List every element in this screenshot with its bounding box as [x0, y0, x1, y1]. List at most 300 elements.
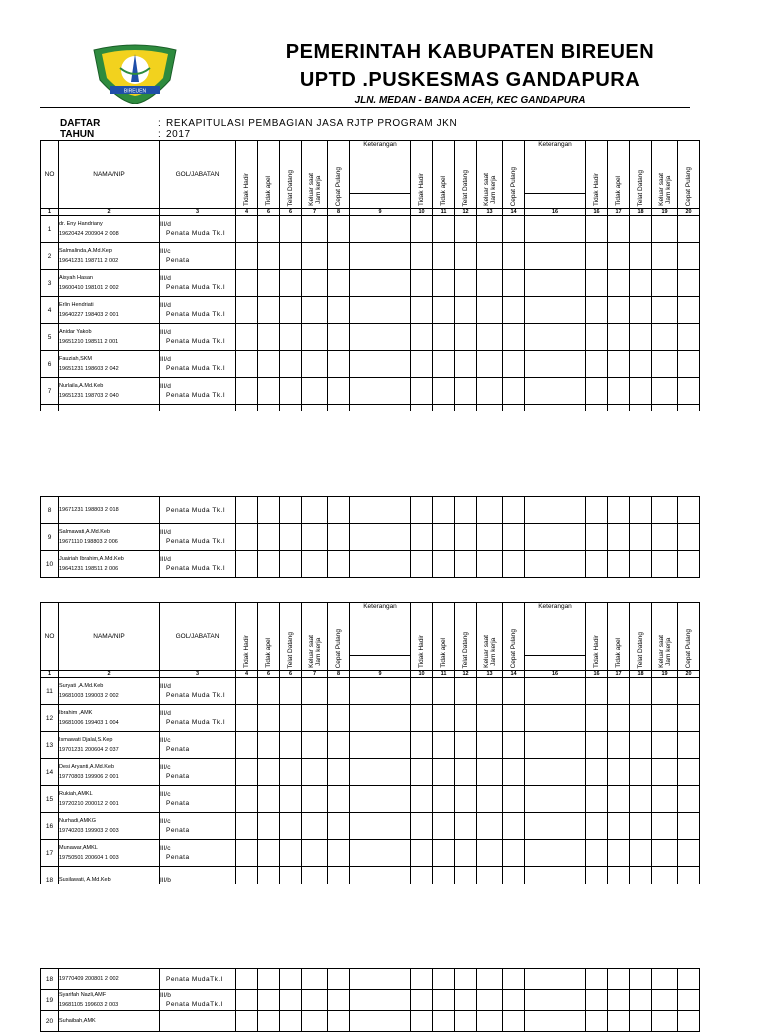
attendance-cell: [280, 324, 302, 351]
rank: III/d: [160, 556, 171, 563]
attendance-table-1-cont: [40, 496, 700, 578]
attendance-cell: [328, 759, 350, 786]
column-number: 6: [258, 671, 280, 678]
position: Penata Muda Tk.I: [166, 338, 226, 345]
attendance-cell: [652, 813, 678, 840]
position: Penata: [166, 773, 190, 780]
position: Penata Muda Tk.I: [166, 692, 226, 699]
col-tidak-apel: Tidak apel: [433, 603, 455, 671]
column-number: 9: [350, 671, 411, 678]
column-number: 6: [258, 209, 280, 216]
row-number: 20: [41, 1011, 59, 1032]
attendance-cell: [258, 705, 280, 732]
attendance-cell: [586, 1011, 608, 1032]
col-telat-datang: Telat Datang: [280, 141, 302, 209]
daftar-value: REKAPITULASI PEMBAGIAN JASA RJTP PROGRAM JKN: [166, 118, 458, 129]
column-number-row: [41, 209, 700, 216]
attendance-cell: [630, 813, 652, 840]
attendance-cell: [411, 524, 433, 551]
name-nip-cell: [59, 678, 160, 705]
row-number: 16: [41, 813, 59, 840]
attendance-cell: [630, 705, 652, 732]
employee-name: Rukiah,AMKL: [59, 791, 93, 797]
header-divider: [40, 107, 690, 108]
column-number: 17: [608, 209, 630, 216]
attendance-cell: [433, 786, 455, 813]
attendance-cell: [280, 705, 302, 732]
employee-name: Syarifah Nazli,AMF: [59, 992, 107, 998]
attendance-cell: [503, 840, 525, 867]
attendance-cell: [525, 678, 586, 705]
attendance-cell: [350, 216, 411, 243]
employee-name: Susilawati, A.Md.Keb: [59, 877, 111, 883]
attendance-cell: [586, 297, 608, 324]
attendance-cell: [455, 786, 477, 813]
attendance-cell: [258, 840, 280, 867]
attendance-cell: [258, 813, 280, 840]
attendance-table-1: [40, 140, 700, 432]
attendance-cell: [236, 551, 258, 578]
column-number: 19: [652, 671, 678, 678]
gol-jabatan-cell: [160, 1011, 236, 1032]
attendance-cell: [652, 216, 678, 243]
attendance-cell: [586, 759, 608, 786]
col-keluar-jam-kerja: Keluar saat Jam kerja: [652, 603, 678, 671]
attendance-cell: [503, 216, 525, 243]
row-number: 12: [41, 705, 59, 732]
attendance-cell: [678, 270, 700, 297]
column-number: 1: [41, 209, 59, 216]
position: Penata Muda Tk.I: [166, 565, 226, 572]
position: Penata Muda Tk.I: [166, 392, 226, 399]
attendance-cell: [411, 732, 433, 759]
attendance-cell: [280, 297, 302, 324]
attendance-cell: [302, 351, 328, 378]
attendance-cell: [477, 378, 503, 405]
attendance-cell: [503, 969, 525, 990]
attendance-cell: [525, 990, 586, 1011]
attendance-cell: [302, 270, 328, 297]
attendance-cell: [236, 378, 258, 405]
attendance-cell: [630, 243, 652, 270]
table-row: [41, 813, 700, 840]
table-row: [41, 990, 700, 1011]
row-number: 19: [41, 990, 59, 1011]
name-nip-cell: [59, 813, 160, 840]
column-number: 16: [586, 209, 608, 216]
attendance-cell: [525, 324, 586, 351]
attendance-cell: [280, 1011, 302, 1032]
col-cepat-pulang: Cepat Pulang: [678, 141, 700, 209]
attendance-cell: [630, 840, 652, 867]
column-number: 4: [236, 671, 258, 678]
attendance-cell: [678, 351, 700, 378]
employee-name: Desi Aryanti,A.Md.Keb: [59, 764, 115, 770]
attendance-cell: [477, 497, 503, 524]
name-nip-cell: [59, 759, 160, 786]
attendance-cell: [411, 324, 433, 351]
attendance-cell: [608, 678, 630, 705]
attendance-cell: [236, 840, 258, 867]
row-number: 17: [41, 840, 59, 867]
name-nip-cell: [59, 840, 160, 867]
attendance-cell: [302, 678, 328, 705]
column-number: 4: [236, 209, 258, 216]
col-telat-datang: Telat Datang: [630, 603, 652, 671]
attendance-cell: [652, 732, 678, 759]
attendance-cell: [503, 297, 525, 324]
column-number: 6: [280, 209, 302, 216]
attendance-cell: [236, 297, 258, 324]
attendance-cell: [525, 1011, 586, 1032]
attendance-cell: [652, 786, 678, 813]
column-number: 12: [455, 671, 477, 678]
column-number: 17: [608, 671, 630, 678]
row-number: 7: [41, 378, 59, 405]
keterangan-sub: [350, 656, 411, 671]
rank: III/d: [160, 275, 171, 282]
attendance-cell: [280, 813, 302, 840]
attendance-cell: [280, 243, 302, 270]
attendance-cell: [477, 297, 503, 324]
attendance-cell: [630, 759, 652, 786]
name-nip-cell: [59, 324, 160, 351]
table-row: [41, 270, 700, 297]
attendance-cell: [258, 497, 280, 524]
attendance-cell: [302, 732, 328, 759]
attendance-cell: [652, 705, 678, 732]
attendance-cell: [236, 759, 258, 786]
col-gol: GOL/JABATAN: [160, 141, 236, 209]
attendance-cell: [328, 678, 350, 705]
name-nip-cell: [59, 270, 160, 297]
attendance-cell: [411, 759, 433, 786]
attendance-cell: [328, 551, 350, 578]
employee-nip: 19770409 200801 2 002: [59, 976, 119, 982]
attendance-cell: [280, 351, 302, 378]
attendance-cell: [411, 216, 433, 243]
position: Penata: [166, 800, 190, 807]
attendance-cell: [280, 378, 302, 405]
attendance-cell: [411, 551, 433, 578]
position: Penata Muda Tk.I: [166, 719, 226, 726]
row-number: 6: [41, 351, 59, 378]
attendance-cell: [455, 351, 477, 378]
tahun-label: TAHUN: [60, 129, 95, 140]
attendance-cell: [477, 324, 503, 351]
col-tidak-apel: Tidak apel: [258, 603, 280, 671]
attendance-cell: [302, 969, 328, 990]
rank: III/d: [160, 683, 171, 690]
attendance-cell: [678, 759, 700, 786]
attendance-cell: [477, 990, 503, 1011]
name-nip-cell: [59, 705, 160, 732]
attendance-cell: [411, 270, 433, 297]
attendance-cell: [433, 351, 455, 378]
col-gol: GOL/JABATAN: [160, 603, 236, 671]
employee-nip: 19641231 198511 2 006: [59, 566, 119, 572]
col-tidak-hadir: Tidak Hadir: [236, 141, 258, 209]
attendance-cell: [503, 1011, 525, 1032]
attendance-cell: [586, 732, 608, 759]
attendance-cell: [525, 351, 586, 378]
column-number: 2: [59, 209, 160, 216]
col-tidak-hadir: Tidak Hadir: [411, 603, 433, 671]
employee-name: Suhaibah,AMK: [59, 1018, 96, 1024]
column-number: 16: [525, 209, 586, 216]
attendance-cell: [608, 270, 630, 297]
attendance-cell: [350, 524, 411, 551]
attendance-cell: [630, 551, 652, 578]
gol-jabatan-cell: [160, 551, 236, 578]
attendance-cell: [678, 216, 700, 243]
attendance-cell: [328, 786, 350, 813]
attendance-cell: [411, 297, 433, 324]
col-keterangan: Keterangan: [525, 141, 586, 194]
attendance-cell: [455, 705, 477, 732]
attendance-cell: [503, 524, 525, 551]
row-number: 10: [41, 551, 59, 578]
position: Penata Muda Tk.I: [166, 230, 226, 237]
employee-nip: 19720210 200012 2 001: [59, 801, 119, 807]
attendance-cell: [411, 786, 433, 813]
attendance-cell: [455, 216, 477, 243]
gol-jabatan-cell: [160, 270, 236, 297]
position: Penata: [166, 827, 190, 834]
attendance-cell: [433, 969, 455, 990]
attendance-cell: [678, 551, 700, 578]
attendance-cell: [608, 840, 630, 867]
attendance-cell: [652, 524, 678, 551]
col-cepat-pulang: Cepat Pulang: [503, 603, 525, 671]
attendance-cell: [258, 216, 280, 243]
attendance-cell: [608, 1011, 630, 1032]
attendance-cell: [608, 969, 630, 990]
attendance-cell: [477, 786, 503, 813]
attendance-cell: [678, 497, 700, 524]
attendance-cell: [586, 678, 608, 705]
attendance-cell: [350, 324, 411, 351]
attendance-cell: [525, 297, 586, 324]
attendance-cell: [586, 497, 608, 524]
employee-nip: 19620424 200904 2 008: [59, 231, 119, 237]
row-number: 11: [41, 678, 59, 705]
employee-nip: 19681006 199403 1 004: [59, 720, 119, 726]
attendance-cell: [302, 243, 328, 270]
row-number: 8: [41, 497, 59, 524]
keterangan-sub: [525, 656, 586, 671]
attendance-cell: [678, 732, 700, 759]
col-keluar-jam-kerja: Keluar saat Jam kerja: [302, 141, 328, 209]
table-row: [41, 524, 700, 551]
attendance-cell: [236, 678, 258, 705]
attendance-cell: [280, 732, 302, 759]
attendance-cell: [678, 813, 700, 840]
attendance-cell: [350, 270, 411, 297]
attendance-cell: [608, 297, 630, 324]
attendance-cell: [302, 1011, 328, 1032]
attendance-table-2: [40, 602, 700, 894]
attendance-cell: [236, 524, 258, 551]
column-number: 16: [525, 671, 586, 678]
attendance-cell: [328, 351, 350, 378]
rank: III/d: [160, 529, 171, 536]
attendance-cell: [630, 324, 652, 351]
column-number: 18: [630, 671, 652, 678]
table-row: [41, 1011, 700, 1032]
column-number: 16: [586, 671, 608, 678]
table-row: [41, 786, 700, 813]
column-number: 9: [350, 209, 411, 216]
employee-name: Salmawati,A.Md.Keb: [59, 529, 111, 535]
attendance-cell: [630, 216, 652, 243]
attendance-cell: [630, 524, 652, 551]
name-nip-cell: [59, 378, 160, 405]
column-number: 14: [503, 209, 525, 216]
attendance-cell: [302, 759, 328, 786]
row-number: 2: [41, 243, 59, 270]
attendance-cell: [678, 243, 700, 270]
attendance-cell: [328, 732, 350, 759]
attendance-cell: [455, 759, 477, 786]
attendance-cell: [236, 990, 258, 1011]
attendance-cell: [586, 813, 608, 840]
employee-nip: 19651231 198703 2 040: [59, 393, 119, 399]
attendance-cell: [652, 759, 678, 786]
table-row: [41, 297, 700, 324]
attendance-cell: [411, 497, 433, 524]
attendance-cell: [652, 351, 678, 378]
attendance-cell: [525, 524, 586, 551]
attendance-cell: [280, 969, 302, 990]
attendance-cell: [630, 270, 652, 297]
attendance-cell: [652, 969, 678, 990]
attendance-cell: [258, 678, 280, 705]
attendance-cell: [455, 497, 477, 524]
name-nip-cell: [59, 297, 160, 324]
attendance-cell: [455, 270, 477, 297]
rank: III/c: [160, 764, 171, 771]
attendance-cell: [433, 551, 455, 578]
rank: III/c: [160, 818, 171, 825]
row-number: 5: [41, 324, 59, 351]
attendance-cell: [411, 990, 433, 1011]
attendance-cell: [630, 678, 652, 705]
attendance-cell: [350, 297, 411, 324]
attendance-cell: [280, 497, 302, 524]
attendance-cell: [525, 813, 586, 840]
attendance-cell: [678, 990, 700, 1011]
tahun-separator: :: [158, 129, 161, 140]
row-number: 4: [41, 297, 59, 324]
position: Penata Muda Tk.I: [166, 311, 226, 318]
col-keluar-jam-kerja: Keluar saat Jam kerja: [477, 141, 503, 209]
attendance-cell: [328, 243, 350, 270]
attendance-cell: [258, 1011, 280, 1032]
attendance-cell: [455, 378, 477, 405]
attendance-cell: [302, 990, 328, 1011]
name-nip-cell: [59, 497, 160, 524]
table-row: [41, 551, 700, 578]
attendance-cell: [586, 990, 608, 1011]
employee-name: Ismawati Djalal,S.Kep: [59, 737, 113, 743]
attendance-cell: [411, 378, 433, 405]
employee-nip: 19750501 200604 1 003: [59, 855, 119, 861]
attendance-cell: [586, 705, 608, 732]
attendance-cell: [586, 270, 608, 297]
attendance-cell: [328, 813, 350, 840]
attendance-cell: [302, 705, 328, 732]
attendance-cell: [678, 969, 700, 990]
attendance-cell: [280, 678, 302, 705]
employee-name: Nurhadi,AMKG: [59, 818, 96, 824]
gol-jabatan-cell: [160, 524, 236, 551]
attendance-cell: [678, 324, 700, 351]
attendance-cell: [503, 351, 525, 378]
column-number: 12: [455, 209, 477, 216]
attendance-cell: [678, 678, 700, 705]
col-cepat-pulang: Cepat Pulang: [328, 141, 350, 209]
attendance-cell: [258, 759, 280, 786]
column-number: 8: [328, 671, 350, 678]
attendance-cell: [411, 678, 433, 705]
gol-jabatan-cell: [160, 786, 236, 813]
attendance-cell: [433, 813, 455, 840]
rank: III/c: [160, 248, 171, 255]
attendance-cell: [302, 216, 328, 243]
attendance-cell: [258, 551, 280, 578]
attendance-cell: [280, 786, 302, 813]
attendance-cell: [350, 840, 411, 867]
attendance-cell: [525, 551, 586, 578]
col-tidak-hadir: Tidak Hadir: [411, 141, 433, 209]
attendance-cell: [586, 351, 608, 378]
attendance-cell: [652, 840, 678, 867]
col-keluar-jam-kerja: Keluar saat Jam kerja: [477, 603, 503, 671]
employee-name: Fauziah,SKM: [59, 356, 93, 362]
position: Penata Muda Tk.I: [166, 284, 226, 291]
attendance-cell: [455, 840, 477, 867]
column-number: 3: [160, 209, 236, 216]
attendance-cell: [608, 243, 630, 270]
column-number: 3: [160, 671, 236, 678]
row-number: 18: [41, 867, 59, 894]
attendance-cell: [411, 969, 433, 990]
attendance-cell: [328, 378, 350, 405]
attendance-cell: [525, 732, 586, 759]
attendance-cell: [350, 990, 411, 1011]
attendance-cell: [236, 1011, 258, 1032]
attendance-cell: [258, 786, 280, 813]
name-nip-cell: [59, 990, 160, 1011]
attendance-cell: [411, 243, 433, 270]
employee-nip: 19770803 199906 2 001: [59, 774, 119, 780]
attendance-cell: [630, 732, 652, 759]
attendance-cell: [608, 216, 630, 243]
attendance-cell: [258, 732, 280, 759]
attendance-cell: [455, 732, 477, 759]
column-number: 6: [280, 671, 302, 678]
employee-name: Suryati ,A.Md.Keb: [59, 683, 104, 689]
attendance-cell: [302, 324, 328, 351]
col-keterangan: Keterangan: [525, 603, 586, 656]
attendance-cell: [477, 840, 503, 867]
column-number: 20: [678, 209, 700, 216]
col-name: NAMA/NIP: [59, 603, 160, 671]
attendance-cell: [586, 216, 608, 243]
attendance-cell: [652, 324, 678, 351]
attendance-cell: [586, 786, 608, 813]
